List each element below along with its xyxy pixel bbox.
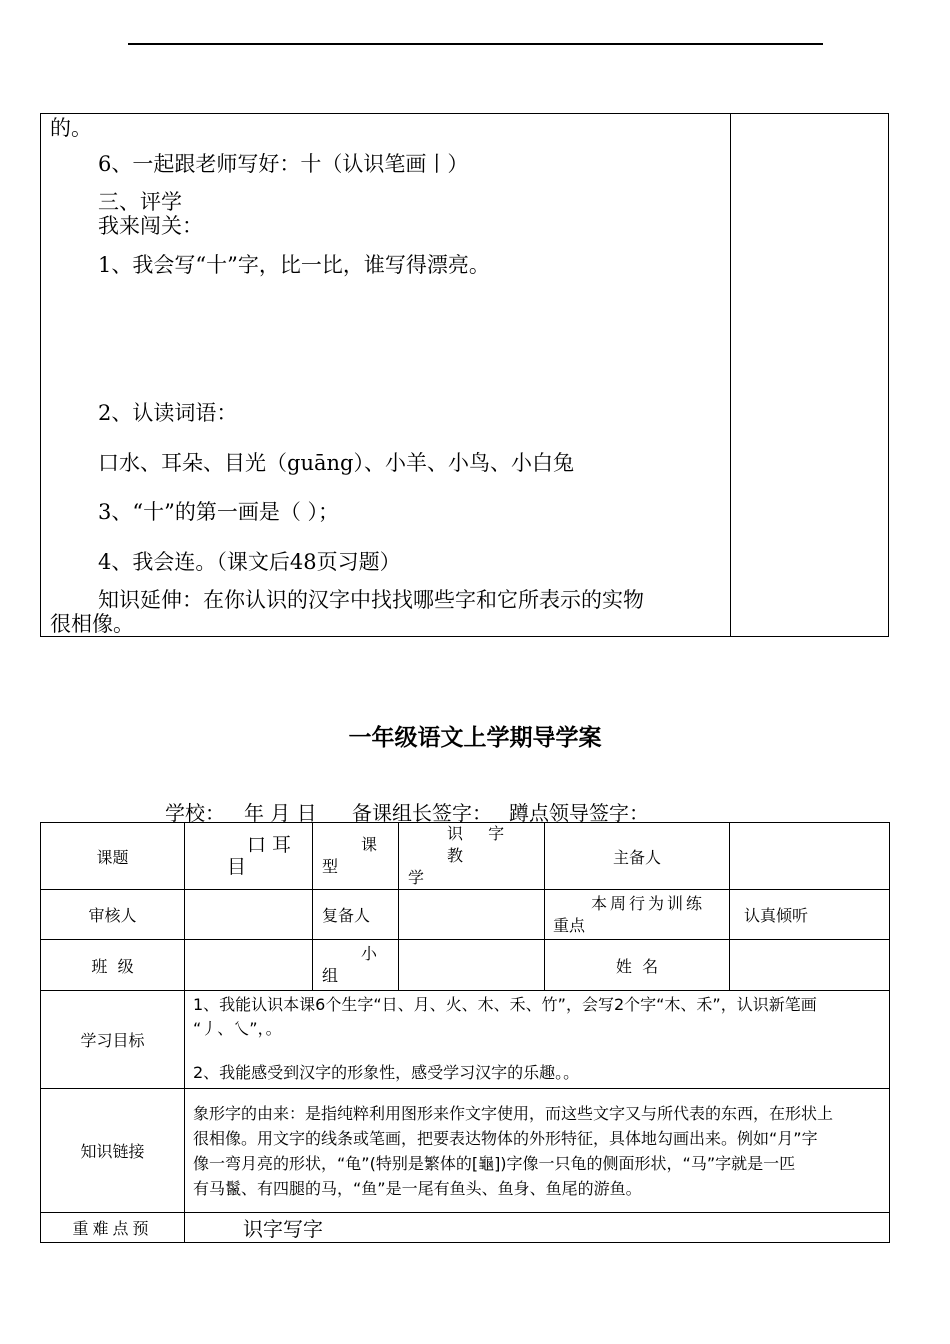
- text-line: 6、一起跟老师写好：十（认识笔画丨）: [98, 152, 469, 176]
- topic-value: [185, 823, 313, 890]
- knowledge-line: 有马鬣、有四腿的马，“鱼”是一尾有鱼头、鱼身、鱼尾的游鱼。: [193, 1178, 642, 1198]
- goal-line: 2、我能感受到汉字的形象性，感受学习汉字的乐趣。。: [193, 1063, 580, 1082]
- class-label: 班 级: [41, 940, 185, 991]
- type-label-line1: 课: [361, 835, 378, 854]
- type-value: [399, 823, 545, 890]
- name-value: [730, 940, 890, 991]
- reviewer-value: [185, 890, 313, 940]
- date-label: 年 月 日: [244, 801, 317, 825]
- name-label: 姓 名: [545, 940, 730, 991]
- co-preparer-value: [399, 890, 545, 940]
- preparer-value: [730, 823, 890, 890]
- focus-label-line1: 本周行为训练: [591, 893, 706, 913]
- knowledge-line: 像一弯月亮的形状，“龟”(特别是繁体的[龜])字像一只龟的侧面形状，“马”字就是一匹: [193, 1153, 796, 1173]
- type-value-line1: 识 字 教: [447, 824, 515, 865]
- text-line: 我来闯关：: [98, 214, 203, 238]
- text-line: 的。: [50, 116, 92, 140]
- focus-label: [545, 890, 730, 940]
- topic-value-line2: 目: [227, 856, 247, 878]
- leader-sign-label: 备课组长签字：: [352, 801, 492, 825]
- knowledge-label: 知识链接: [41, 1089, 185, 1213]
- group-label-line1: 小: [361, 944, 378, 963]
- text-line: 3、“十”的第一画是（ ）；: [98, 500, 340, 524]
- focus-value: 认真倾听: [730, 890, 890, 940]
- topic-value-line1: 口 耳: [247, 834, 292, 856]
- class-value: [185, 940, 313, 991]
- goal-line: “丿、乀”，。: [193, 1019, 282, 1038]
- focus-label-line2: 重点: [553, 915, 586, 935]
- group-value: [399, 940, 545, 991]
- text-line: 知识延伸：在你认识的汉字中找找哪些字和它所表示的实物: [98, 588, 644, 612]
- document-title: 一年级语文上学期导学案: [348, 725, 602, 751]
- type-label: [313, 823, 399, 890]
- co-preparer-label: 复备人: [313, 890, 399, 940]
- school-label: 学校：: [165, 801, 225, 825]
- knowledge-line: 很相像。用文字的线条或笔画，把要表达物体的外形特征，具体地勾画出来。例如“月”字: [193, 1128, 818, 1148]
- type-value-line2: 学: [408, 868, 425, 887]
- topic-label: 课题: [41, 823, 185, 890]
- goal-line: 1、我能认识本课6个生字“日、月、火、木、禾、竹”，会写2个字“木、禾”，认识新笔画: [193, 995, 817, 1014]
- knowledge-content: [185, 1089, 890, 1213]
- type-label-line2: 型: [322, 857, 339, 876]
- text-line: 口水、耳朵、目光（guāng）、小羊、小鸟、小白兔: [98, 451, 574, 475]
- supervisor-sign-label: 蹲点领导签字：: [509, 801, 649, 825]
- goals-content: [185, 991, 890, 1089]
- knowledge-line: 象形字的由来：是指纯粹利用图形来作文字使用，而这些文字又与所代表的东西，在形状上: [193, 1103, 834, 1123]
- group-label-line2: 组: [322, 966, 339, 985]
- upper-side-cell: [730, 113, 889, 637]
- difficulty-label: 重难点预: [41, 1213, 185, 1243]
- group-label: [313, 940, 399, 991]
- text-line: 4、我会连。（课文后48页习题）: [98, 550, 401, 574]
- text-line: 三、评学: [98, 190, 182, 214]
- text-line: 1、我会写“十”字，比一比，谁写得漂亮。: [98, 253, 490, 277]
- difficulty-value: 识字写字: [185, 1213, 890, 1243]
- text-line: 很相像。: [50, 612, 134, 636]
- text-line: 2、认读词语：: [98, 401, 238, 425]
- goals-label: 学习目标: [41, 991, 185, 1089]
- header-rule: [128, 43, 823, 45]
- preparer-label: 主备人: [545, 823, 730, 890]
- reviewer-label: 审核人: [41, 890, 185, 940]
- lesson-plan-table: [40, 822, 890, 1243]
